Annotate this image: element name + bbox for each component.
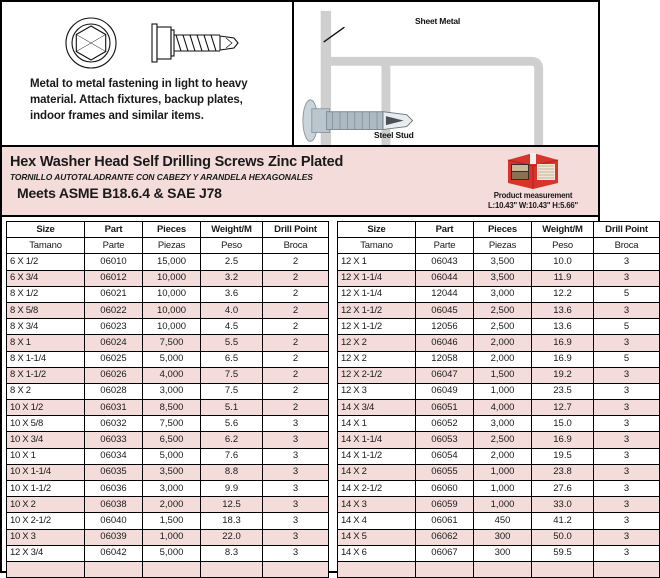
cell-pieces: 3,500 <box>474 270 532 286</box>
cell-drill-point: 3 <box>594 383 660 399</box>
cell-weight-m: 9.9 <box>201 481 263 497</box>
cell-part: 06053 <box>416 432 474 448</box>
cell-pieces: 300 <box>474 545 532 561</box>
standards-line: Meets ASME B18.6.4 & SAE J78 <box>17 185 222 201</box>
cell-pieces: 3,000 <box>143 481 201 497</box>
table-row <box>338 416 660 432</box>
cell-pieces: 10,000 <box>143 319 201 335</box>
cell-size: 8 X 1 <box>7 335 85 351</box>
cell-weight-m: 12.5 <box>201 497 263 513</box>
col-header-drill-point: Drill Point <box>594 222 660 238</box>
cell-pieces: 2,500 <box>474 319 532 335</box>
cell-drill-point: 3 <box>263 513 329 529</box>
cell-part: 06044 <box>416 270 474 286</box>
cell-empty <box>7 561 85 577</box>
table-row <box>338 254 660 270</box>
table-row <box>7 367 329 383</box>
cell-drill-point: 2 <box>263 286 329 302</box>
table-row <box>7 432 329 448</box>
cell-size: 14 X 1 <box>338 416 416 432</box>
cell-part: 06039 <box>85 529 143 545</box>
cell-pieces: 15,000 <box>143 254 201 270</box>
cell-size: 10 X 1-1/2 <box>7 481 85 497</box>
table-header-row-es <box>7 238 329 254</box>
cell-pieces: 2,000 <box>474 335 532 351</box>
table-row <box>7 319 329 335</box>
col-header-peso: Peso <box>532 238 594 254</box>
col-header-piezas: Piezas <box>474 238 532 254</box>
cell-part: 06022 <box>85 302 143 318</box>
cell-drill-point: 3 <box>263 481 329 497</box>
product-description: Metal to metal fastening in light to heavy material. Attach fixtures, backup plates, indoor frames and similar items. <box>30 78 248 122</box>
cell-weight-m: 12.2 <box>532 286 594 302</box>
cell-pieces: 3,500 <box>143 464 201 480</box>
cell-part: 06031 <box>85 400 143 416</box>
page-title: Hex Washer Head Self Drilling Screws Zinc Plated <box>10 154 344 170</box>
cell-part: 06054 <box>416 448 474 464</box>
left-spec-table <box>6 221 329 578</box>
title-band <box>0 145 600 217</box>
cell-weight-m: 10.0 <box>532 254 594 270</box>
cell-weight-m: 41.2 <box>532 513 594 529</box>
cell-weight-m: 23.8 <box>532 464 594 480</box>
table-row <box>7 464 329 480</box>
cell-drill-point: 3 <box>594 270 660 286</box>
cell-weight-m: 22.0 <box>201 529 263 545</box>
cell-size: 8 X 3/4 <box>7 319 85 335</box>
cell-drill-point: 2 <box>263 383 329 399</box>
cell-weight-m: 3.6 <box>201 286 263 302</box>
table-row <box>7 545 329 561</box>
cell-part: 06026 <box>85 367 143 383</box>
cell-size: 12 X 1-1/4 <box>338 286 416 302</box>
table-row <box>7 481 329 497</box>
cell-size: 12 X 1 <box>338 254 416 270</box>
table-header-row-en <box>338 222 660 238</box>
cell-part: 06012 <box>85 270 143 286</box>
cell-part: 06061 <box>416 513 474 529</box>
cell-size: 14 X 2 <box>338 464 416 480</box>
spanish-subtitle: TORNILLO AUTOTALADRANTE CON CABEZY Y ARANDELA HEXAGONALES <box>10 172 313 182</box>
cell-weight-m: 5.5 <box>201 335 263 351</box>
cell-size: 6 X 3/4 <box>7 270 85 286</box>
cell-part: 06046 <box>416 335 474 351</box>
cell-size: 14 X 4 <box>338 513 416 529</box>
cell-weight-m: 16.9 <box>532 432 594 448</box>
cell-weight-m: 7.6 <box>201 448 263 464</box>
cell-pieces: 2,000 <box>474 351 532 367</box>
cell-drill-point: 3 <box>263 497 329 513</box>
label-sheet-metal: Sheet Metal <box>415 16 461 26</box>
table-row <box>7 529 329 545</box>
cell-part: 06032 <box>85 416 143 432</box>
product-illustration-panel <box>2 2 292 145</box>
table-row <box>338 286 660 302</box>
cell-drill-point: 5 <box>594 319 660 335</box>
col-header-tamano: Tamano <box>338 238 416 254</box>
table-row <box>338 497 660 513</box>
cell-drill-point: 3 <box>263 416 329 432</box>
cell-pieces: 300 <box>474 529 532 545</box>
cell-part: 12044 <box>416 286 474 302</box>
cell-weight-m: 8.8 <box>201 464 263 480</box>
cell-weight-m: 13.6 <box>532 319 594 335</box>
cell-weight-m: 7.5 <box>201 383 263 399</box>
cell-part: 06049 <box>416 383 474 399</box>
cell-part: 12056 <box>416 319 474 335</box>
cell-drill-point: 5 <box>594 286 660 302</box>
cell-weight-m: 12.7 <box>532 400 594 416</box>
cell-pieces: 7,500 <box>143 335 201 351</box>
table-row <box>338 545 660 561</box>
cell-drill-point: 3 <box>594 481 660 497</box>
cell-size: 12 X 1-1/2 <box>338 302 416 318</box>
cell-pieces: 1,000 <box>474 497 532 513</box>
cell-part: 06060 <box>416 481 474 497</box>
cell-size: 12 X 3 <box>338 383 416 399</box>
spec-tables-area <box>0 217 648 573</box>
cell-part: 06035 <box>85 464 143 480</box>
cell-part: 06034 <box>85 448 143 464</box>
cell-weight-m: 5.6 <box>201 416 263 432</box>
cell-size: 6 X 1/2 <box>7 254 85 270</box>
cell-part: 06055 <box>416 464 474 480</box>
cell-pieces: 5,000 <box>143 545 201 561</box>
cell-weight-m: 3.2 <box>201 270 263 286</box>
cell-drill-point: 3 <box>594 497 660 513</box>
col-header-peso: Peso <box>201 238 263 254</box>
product-measurement-dimensions: L:10.43" W:10.43" H:5.66" <box>487 201 579 210</box>
cell-weight-m: 5.1 <box>201 400 263 416</box>
col-header-piezas: Piezas <box>143 238 201 254</box>
cell-size: 10 X 5/8 <box>7 416 85 432</box>
cell-pieces: 3,000 <box>143 383 201 399</box>
table-row <box>7 497 329 513</box>
product-measurement-caption: Product measurement <box>493 191 573 200</box>
cell-empty <box>338 561 416 577</box>
cell-pieces: 10,000 <box>143 286 201 302</box>
table-row <box>7 400 329 416</box>
cell-drill-point: 3 <box>263 529 329 545</box>
cell-drill-point: 2 <box>263 367 329 383</box>
col-header-tamano: Tamano <box>7 238 85 254</box>
cell-drill-point: 3 <box>594 416 660 432</box>
product-measurement-block <box>474 150 592 211</box>
cell-weight-m: 16.9 <box>532 335 594 351</box>
cell-part: 06010 <box>85 254 143 270</box>
col-header-drill-point: Drill Point <box>263 222 329 238</box>
cell-drill-point: 3 <box>594 464 660 480</box>
cell-weight-m: 18.3 <box>201 513 263 529</box>
cell-pieces: 5,000 <box>143 448 201 464</box>
cell-size: 14 X 1-1/4 <box>338 432 416 448</box>
table-row <box>338 351 660 367</box>
cell-size: 14 X 6 <box>338 545 416 561</box>
cell-pieces: 8,500 <box>143 400 201 416</box>
cell-pieces: 1,000 <box>474 464 532 480</box>
cell-pieces: 1,000 <box>143 529 201 545</box>
cell-empty <box>416 561 474 577</box>
cell-pieces: 6,500 <box>143 432 201 448</box>
table-row <box>338 319 660 335</box>
cell-size: 12 X 2-1/2 <box>338 367 416 383</box>
cell-part: 06051 <box>416 400 474 416</box>
table-row <box>338 302 660 318</box>
cell-drill-point: 3 <box>594 513 660 529</box>
cell-drill-point: 3 <box>594 448 660 464</box>
col-header-part: Part <box>85 222 143 238</box>
cell-weight-m: 19.5 <box>532 448 594 464</box>
cell-size: 12 X 1-1/4 <box>338 270 416 286</box>
cell-pieces: 1,500 <box>474 367 532 383</box>
product-carton-box-icon <box>502 150 564 190</box>
cell-drill-point: 3 <box>263 464 329 480</box>
cell-size: 12 X 2 <box>338 335 416 351</box>
table-row <box>338 448 660 464</box>
table-row <box>338 464 660 480</box>
cell-size: 14 X 1-1/2 <box>338 448 416 464</box>
cell-size: 14 X 5 <box>338 529 416 545</box>
table-row <box>7 270 329 286</box>
cell-weight-m: 13.6 <box>532 302 594 318</box>
table-row <box>338 481 660 497</box>
col-header-pieces: Pieces <box>474 222 532 238</box>
installation-diagram-panel <box>292 2 598 145</box>
cell-size: 8 X 1/2 <box>7 286 85 302</box>
cell-empty <box>143 561 201 577</box>
cell-size: 12 X 2 <box>338 351 416 367</box>
cell-weight-m: 8.3 <box>201 545 263 561</box>
cell-size: 8 X 1-1/4 <box>7 351 85 367</box>
cell-weight-m: 33.0 <box>532 497 594 513</box>
cell-size: 10 X 1/2 <box>7 400 85 416</box>
cell-pieces: 4,000 <box>474 400 532 416</box>
cell-drill-point: 2 <box>263 400 329 416</box>
cell-weight-m: 7.5 <box>201 367 263 383</box>
table-row <box>338 529 660 545</box>
cell-drill-point: 3 <box>263 432 329 448</box>
cell-drill-point: 3 <box>594 400 660 416</box>
cell-empty <box>474 561 532 577</box>
cell-part: 06025 <box>85 351 143 367</box>
col-header-parte: Parte <box>416 238 474 254</box>
cell-pieces: 7,500 <box>143 416 201 432</box>
table-row <box>7 383 329 399</box>
cell-pieces: 1,000 <box>474 383 532 399</box>
cell-pieces: 1,000 <box>474 481 532 497</box>
cell-part: 06028 <box>85 383 143 399</box>
table-header-row-es <box>338 238 660 254</box>
cell-part: 06045 <box>416 302 474 318</box>
cell-drill-point: 3 <box>263 448 329 464</box>
cell-pieces: 3,000 <box>474 416 532 432</box>
cell-drill-point: 3 <box>594 367 660 383</box>
cell-pieces: 3,500 <box>474 254 532 270</box>
col-header-part: Part <box>416 222 474 238</box>
col-header-weight-m: Weight/M <box>532 222 594 238</box>
cell-pieces: 10,000 <box>143 270 201 286</box>
cell-size: 10 X 1 <box>7 448 85 464</box>
table-row <box>7 448 329 464</box>
cell-pieces: 4,000 <box>143 367 201 383</box>
right-table-body <box>338 254 660 578</box>
cell-pieces: 2,500 <box>474 432 532 448</box>
label-steel-stud: Steel Stud <box>374 130 414 140</box>
table-row <box>7 351 329 367</box>
col-header-pieces: Pieces <box>143 222 201 238</box>
cell-drill-point: 2 <box>263 319 329 335</box>
cell-size: 12 X 3/4 <box>7 545 85 561</box>
cell-part: 06062 <box>416 529 474 545</box>
cell-drill-point: 2 <box>263 270 329 286</box>
cell-size: 10 X 3/4 <box>7 432 85 448</box>
table-row-blank <box>338 561 660 577</box>
table-row <box>7 286 329 302</box>
cell-pieces: 5,000 <box>143 351 201 367</box>
cell-size: 14 X 2-1/2 <box>338 481 416 497</box>
cell-part: 06021 <box>85 286 143 302</box>
cell-size: 10 X 3 <box>7 529 85 545</box>
cell-drill-point: 3 <box>594 529 660 545</box>
cell-part: 06040 <box>85 513 143 529</box>
illustration-band <box>0 0 600 145</box>
table-row <box>338 383 660 399</box>
cell-pieces: 3,000 <box>474 286 532 302</box>
cell-empty <box>263 561 329 577</box>
cell-part: 12058 <box>416 351 474 367</box>
cell-weight-m: 23.5 <box>532 383 594 399</box>
table-row <box>7 416 329 432</box>
left-table-body <box>7 254 329 578</box>
cell-pieces: 450 <box>474 513 532 529</box>
col-header-size: Size <box>338 222 416 238</box>
cell-weight-m: 19.2 <box>532 367 594 383</box>
cell-empty <box>85 561 143 577</box>
cell-part: 06059 <box>416 497 474 513</box>
cell-drill-point: 2 <box>263 254 329 270</box>
table-row <box>7 302 329 318</box>
cell-size: 10 X 2 <box>7 497 85 513</box>
cell-weight-m: 59.5 <box>532 545 594 561</box>
cell-part: 06033 <box>85 432 143 448</box>
cell-drill-point: 3 <box>594 335 660 351</box>
cell-size: 14 X 3/4 <box>338 400 416 416</box>
col-header-parte: Parte <box>85 238 143 254</box>
cell-pieces: 2,500 <box>474 302 532 318</box>
cell-part: 06052 <box>416 416 474 432</box>
cell-part: 06047 <box>416 367 474 383</box>
cell-drill-point: 3 <box>594 545 660 561</box>
cell-weight-m: 11.9 <box>532 270 594 286</box>
cell-weight-m: 4.0 <box>201 302 263 318</box>
table-header-row-en <box>7 222 329 238</box>
cell-drill-point: 3 <box>263 545 329 561</box>
table-row <box>7 254 329 270</box>
hex-head-screw-drawing-icon <box>62 14 262 72</box>
cell-drill-point: 2 <box>263 335 329 351</box>
col-header-weight-m: Weight/M <box>201 222 263 238</box>
right-spec-table <box>337 221 660 578</box>
cell-size: 14 X 3 <box>338 497 416 513</box>
cell-drill-point: 2 <box>263 302 329 318</box>
cell-size: 8 X 2 <box>7 383 85 399</box>
table-row <box>7 513 329 529</box>
cell-empty <box>594 561 660 577</box>
cell-size: 12 X 1-1/2 <box>338 319 416 335</box>
cell-part: 06043 <box>416 254 474 270</box>
cell-empty <box>201 561 263 577</box>
cell-weight-m: 16.9 <box>532 351 594 367</box>
cell-size: 10 X 1-1/4 <box>7 464 85 480</box>
cell-part: 06038 <box>85 497 143 513</box>
cell-empty <box>532 561 594 577</box>
cell-weight-m: 2.5 <box>201 254 263 270</box>
table-row <box>338 432 660 448</box>
cell-size: 8 X 5/8 <box>7 302 85 318</box>
cell-weight-m: 4.5 <box>201 319 263 335</box>
cell-pieces: 1,500 <box>143 513 201 529</box>
cell-drill-point: 5 <box>594 351 660 367</box>
col-header-broca: Broca <box>263 238 329 254</box>
col-header-size: Size <box>7 222 85 238</box>
table-row <box>338 270 660 286</box>
table-row <box>338 400 660 416</box>
table-row <box>338 513 660 529</box>
cell-part: 06067 <box>416 545 474 561</box>
col-header-broca: Broca <box>594 238 660 254</box>
cell-weight-m: 50.0 <box>532 529 594 545</box>
cell-drill-point: 2 <box>263 351 329 367</box>
cell-pieces: 2,000 <box>143 497 201 513</box>
cell-weight-m: 6.2 <box>201 432 263 448</box>
cell-weight-m: 15.0 <box>532 416 594 432</box>
cell-pieces: 2,000 <box>474 448 532 464</box>
cell-pieces: 10,000 <box>143 302 201 318</box>
table-row <box>7 335 329 351</box>
cell-part: 06042 <box>85 545 143 561</box>
cell-part: 06024 <box>85 335 143 351</box>
cell-weight-m: 27.6 <box>532 481 594 497</box>
cell-weight-m: 6.5 <box>201 351 263 367</box>
cell-drill-point: 3 <box>594 302 660 318</box>
cell-size: 8 X 1-1/2 <box>7 367 85 383</box>
cell-part: 06036 <box>85 481 143 497</box>
cell-drill-point: 3 <box>594 254 660 270</box>
cell-part: 06023 <box>85 319 143 335</box>
cell-size: 10 X 2-1/2 <box>7 513 85 529</box>
table-row <box>338 335 660 351</box>
table-row <box>338 367 660 383</box>
table-row-blank <box>7 561 329 577</box>
cell-drill-point: 3 <box>594 432 660 448</box>
